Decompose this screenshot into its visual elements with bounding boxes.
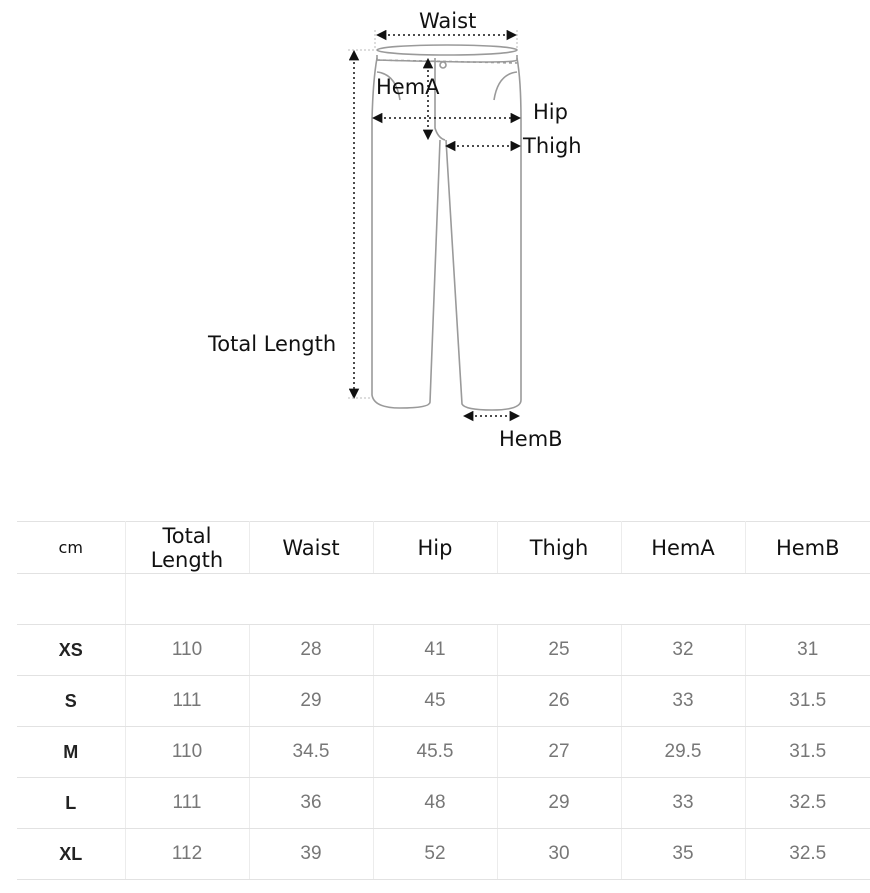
cell: 36 <box>249 778 373 829</box>
cell: 25 <box>497 625 621 676</box>
cell: 39 <box>249 829 373 880</box>
cell: 112 <box>125 829 249 880</box>
cell: 110 <box>125 727 249 778</box>
cell: 32.5 <box>745 778 870 829</box>
size-label: XL <box>17 829 125 880</box>
unit-label: cm <box>17 522 125 574</box>
cell: 34.5 <box>249 727 373 778</box>
cell: 31 <box>745 625 870 676</box>
table-row <box>17 676 870 727</box>
cell: 30 <box>497 829 621 880</box>
cell: 26 <box>497 676 621 727</box>
hema-label: HemA <box>376 75 440 99</box>
hemb-label: HemB <box>499 427 563 451</box>
cell: 27 <box>497 727 621 778</box>
table-row <box>17 625 870 676</box>
header-total-length: Total Length <box>125 522 249 574</box>
cell: 32.5 <box>745 829 870 880</box>
cell: 110 <box>125 625 249 676</box>
size-label: XS <box>17 625 125 676</box>
total-length-label: Total Length <box>208 332 337 356</box>
cell: 111 <box>125 778 249 829</box>
header-waist: Waist <box>249 522 373 574</box>
cell: 28 <box>249 625 373 676</box>
size-chart-table <box>17 521 870 880</box>
thigh-label: Thigh <box>523 134 582 158</box>
cell: 33 <box>621 676 745 727</box>
cell: 32 <box>621 625 745 676</box>
header-hip: Hip <box>373 522 497 574</box>
cell: 31.5 <box>745 727 870 778</box>
cell: 29.5 <box>621 727 745 778</box>
size-label: L <box>17 778 125 829</box>
cell: 52 <box>373 829 497 880</box>
size-label: S <box>17 676 125 727</box>
table-row <box>17 778 870 829</box>
cell: 33 <box>621 778 745 829</box>
size-label: M <box>17 727 125 778</box>
header-hemb: HemB <box>745 522 870 574</box>
hip-label: Hip <box>533 100 568 124</box>
table-header-row <box>17 522 870 574</box>
cell: 45 <box>373 676 497 727</box>
table-row <box>17 727 870 778</box>
cell: 48 <box>373 778 497 829</box>
cell: 35 <box>621 829 745 880</box>
pants-outline <box>372 45 521 410</box>
cell: 29 <box>497 778 621 829</box>
header-hema: HemA <box>621 522 745 574</box>
cell: 31.5 <box>745 676 870 727</box>
cell: 45.5 <box>373 727 497 778</box>
table-spacer-row <box>17 574 870 625</box>
cell: 111 <box>125 676 249 727</box>
cell: 29 <box>249 676 373 727</box>
cell: 41 <box>373 625 497 676</box>
table-row <box>17 829 870 880</box>
header-thigh: Thigh <box>497 522 621 574</box>
waist-label: Waist <box>419 9 477 33</box>
